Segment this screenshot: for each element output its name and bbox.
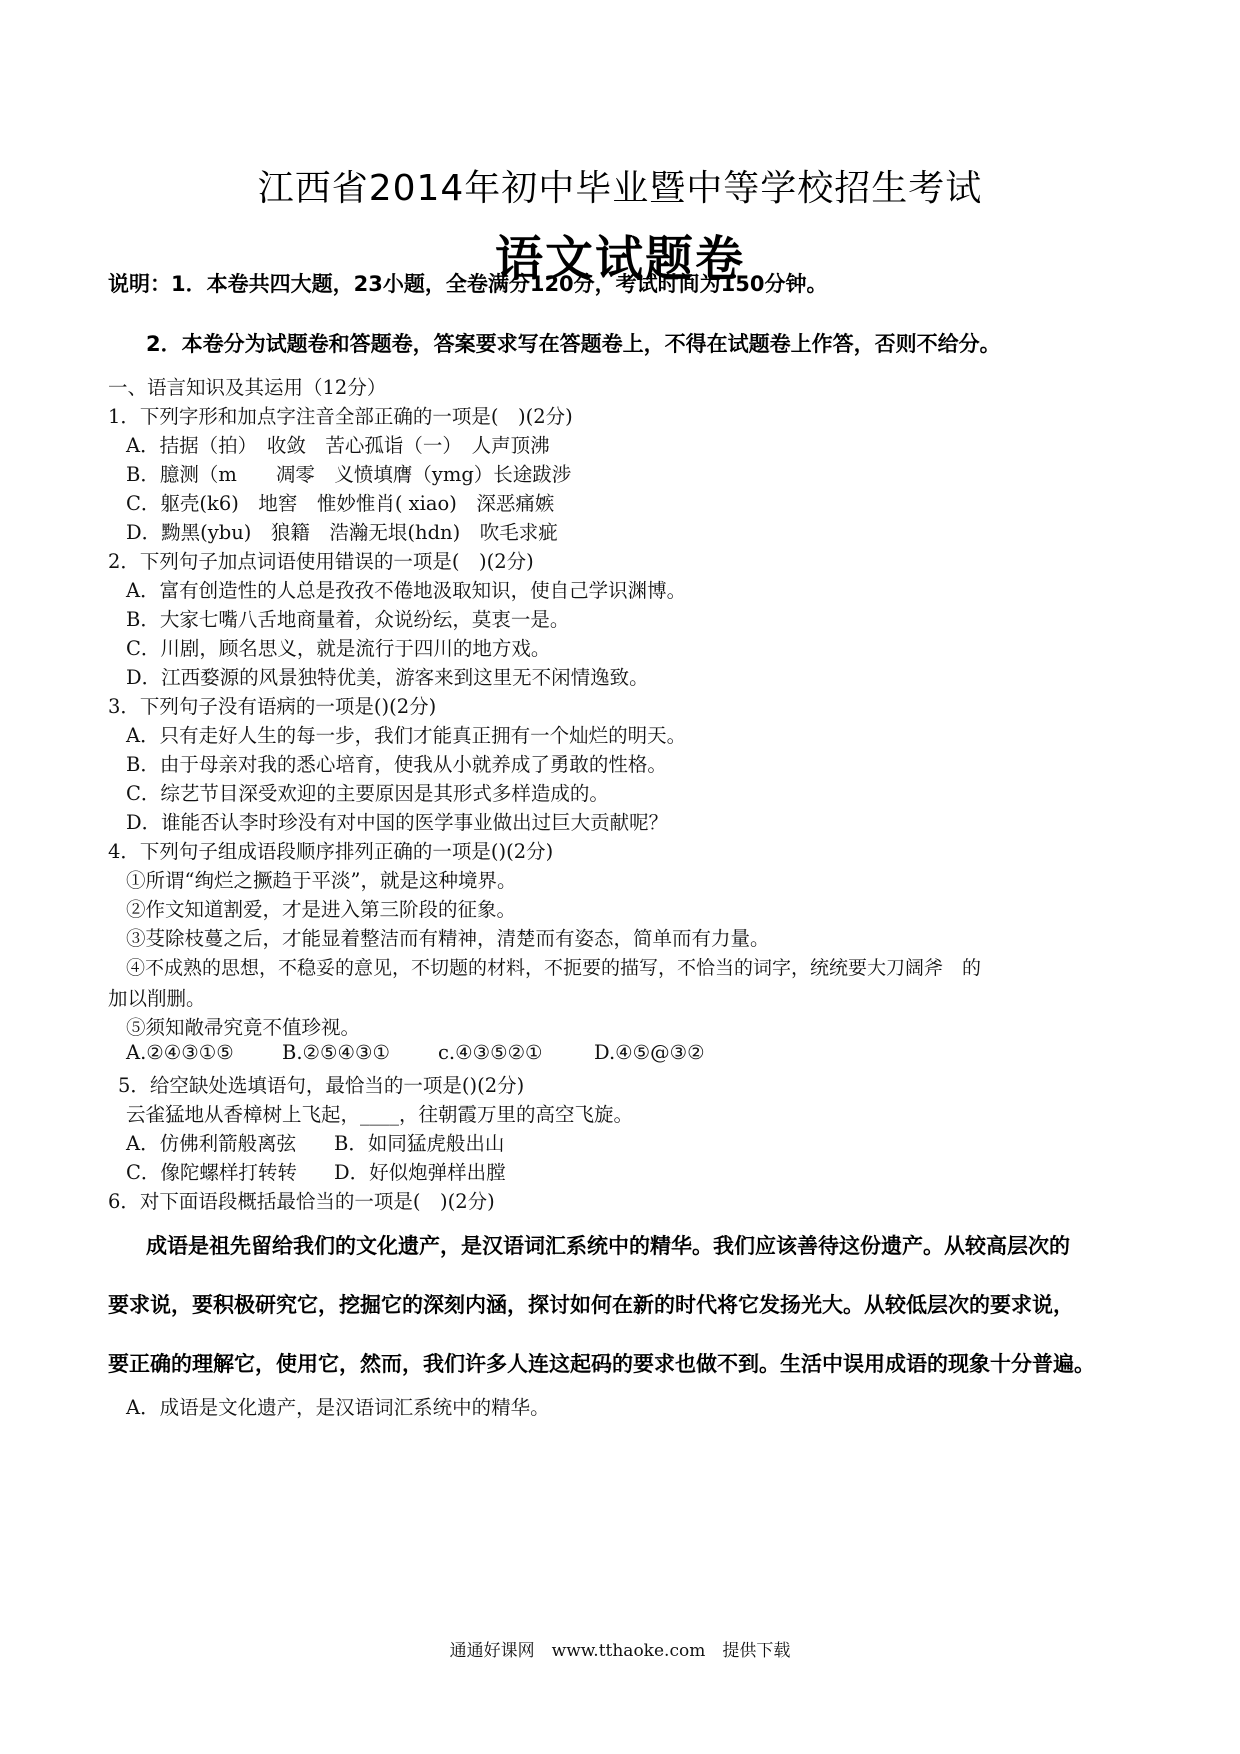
question-6-passage-line-3: 要正确的理解它，使用它，然而，我们许多人连这起码的要求也做不到。生活中误用成语的现象十分普遍。 xyxy=(108,1352,1095,1376)
question-4-sentence-4: ④不成熟的思想，不稳妥的意见，不切题的材料，不扼要的描写，不恰当的词字，统统要大刀阔斧 的 xyxy=(126,957,982,979)
question-3-option-d: D．谁能否认李时珍没有对中国的医学事业做出过巨大贡献呢？ xyxy=(126,811,669,834)
question-4-sentence-3: ③芟除枝蔓之后，才能显着整洁而有精神，清楚而有姿态，简单而有力量。 xyxy=(126,927,770,950)
exam-title: 江西省2014年初中毕业暨中等学校招生考试 xyxy=(257,168,983,209)
question-2-option-b: B．大家七嘴八舌地商量着，众说纷纭，莫衷一是。 xyxy=(126,608,570,631)
question-6-option-a: A．成语是文化遗产，是汉语词汇系统中的精华。 xyxy=(126,1396,550,1419)
question-5-stem: 5．给空缺处选填语句，最恰当的一项是()(2分) xyxy=(118,1074,525,1097)
question-1-option-a: A．拮据（拍） 收敛 苦心孤诣（一） 人声顶沸 xyxy=(126,434,550,457)
section-heading: 一、语言知识及其运用（12分） xyxy=(108,376,387,399)
question-4-option-d: D.④⑤@③② xyxy=(594,1041,705,1064)
question-4-option-b: B.②⑤④③① xyxy=(282,1041,390,1064)
question-4-stem: 4．下列句子组成语段顺序排列正确的一项是()(2分) xyxy=(108,840,554,863)
question-5-options-row-1 xyxy=(126,1128,504,1156)
question-2-stem: 2．下列句子加点词语使用错误的一项是( )(2分) xyxy=(108,550,534,573)
question-2-option-d: D．江西婺源的风景独特优美，游客来到这里无不闲情逸致。 xyxy=(126,666,649,689)
question-3-stem: 3．下列句子没有语病的一项是()(2分) xyxy=(108,695,437,718)
question-6-passage-line-2: 要求说，要积极研究它，挖掘它的深刻内涵，探讨如何在新的时代将它发扬光大。从较低层次的要求说， xyxy=(108,1293,1074,1317)
question-4-sentence-4-continued: 加以削删。 xyxy=(108,987,206,1010)
question-3-option-b: B．由于母亲对我的悉心培育，使我从小就养成了勇敢的性格。 xyxy=(126,753,667,776)
question-5-option-a: A．仿佛利箭般离弦 xyxy=(126,1132,297,1155)
question-2-option-a: A．富有创造性的人总是孜孜不倦地汲取知识，使自己学识渊博。 xyxy=(126,579,687,602)
question-5-options-row-2 xyxy=(126,1157,506,1185)
question-1-stem: 1．下列字形和加点字注音全部正确的一项是( )(2分) xyxy=(108,405,573,428)
question-5-option-b: B．如同猛虎般出山 xyxy=(334,1132,505,1155)
question-4-option-a: A.②④③①⑤ xyxy=(126,1041,234,1064)
question-1-option-d: D．黝黑(ybu) 狼籍 浩瀚无垠(hdn) 吹毛求疵 xyxy=(126,521,558,544)
question-1-option-c: C．躯壳(k6) 地窖 惟妙惟肖( xiao) 深恶痛嫉 xyxy=(126,492,555,515)
question-2-option-c: C．川剧，顾名思义，就是流行于四川的地方戏。 xyxy=(126,637,551,660)
question-4-options xyxy=(126,1041,705,1064)
question-5-sentence: 云雀猛地从香樟树上飞起，____，往朝霞万里的高空飞旋。 xyxy=(126,1103,634,1126)
question-1-option-b: B．臆测（m 凋零 义愤填膺（ymg）长途跋涉 xyxy=(126,463,572,486)
instruction-2: 2．本卷分为试题卷和答题卷，答案要求写在答题卷上，不得在试题卷上作答，否则不给分。 xyxy=(146,332,1001,356)
question-5-option-c: C．像陀螺样打转转 xyxy=(126,1161,297,1184)
exam-subtitle: 语文试题卷 xyxy=(494,231,745,287)
question-5-option-d: D．好似炮弹样出膛 xyxy=(334,1161,506,1184)
page-footer: 通通好课网 www.tthaoke.com 提供下载 xyxy=(449,1641,791,1661)
question-3-option-c: C．综艺节目深受欢迎的主要原因是其形式多样造成的。 xyxy=(126,782,609,805)
instruction-1: 说明：1．本卷共四大题，23小题，全卷满分120分，考试时间为150分钟。 xyxy=(108,272,828,296)
question-4-sentence-2: ②作文知道割爱，才是进入第三阶段的征象。 xyxy=(126,898,517,921)
question-4-option-c: c.④③⑤②① xyxy=(438,1041,543,1064)
question-6-stem: 6．对下面语段概括最恰当的一项是( )(2分) xyxy=(108,1190,495,1213)
question-4-sentence-1: ①所谓“绚烂之撅趋于平淡”，就是这种境界。 xyxy=(126,869,517,892)
question-3-option-a: A．只有走好人生的每一步，我们才能真正拥有一个灿烂的明天。 xyxy=(126,724,687,747)
question-4-sentence-5: ⑤须知敞帚究竟不值珍视。 xyxy=(126,1016,361,1039)
question-6-passage-line-1: 成语是祖先留给我们的文化遗产，是汉语词汇系统中的精华。我们应该善待这份遗产。从较高层次的 xyxy=(146,1234,1070,1258)
